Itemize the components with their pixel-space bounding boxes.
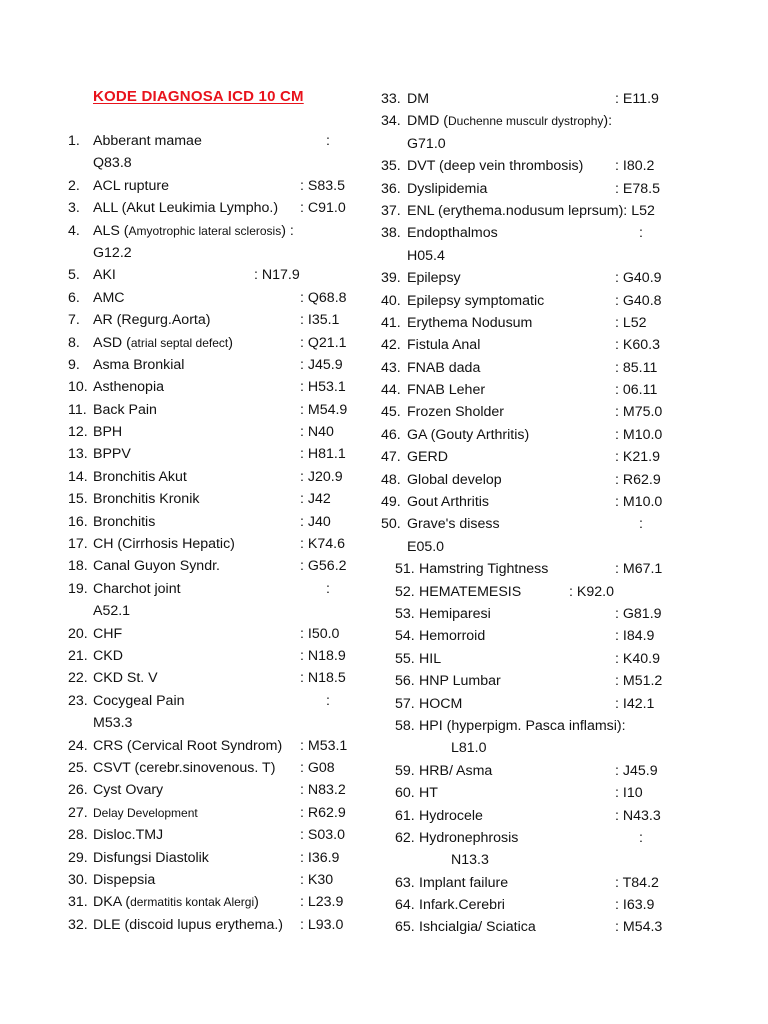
list-item	[68, 735, 368, 757]
item-number: 12.	[68, 424, 88, 441]
icd-code: : C91.0	[300, 200, 346, 217]
item-number: 20.	[68, 625, 88, 642]
list-item	[381, 670, 681, 692]
item-number: 53.	[395, 605, 415, 622]
icd-code: : E11.9	[615, 91, 659, 107]
list-item	[68, 488, 368, 510]
item-number: 16.	[68, 513, 88, 530]
item-number: 54.	[395, 628, 415, 645]
item-number: 62.	[395, 829, 415, 846]
list-item	[68, 175, 368, 197]
list-item	[68, 354, 368, 376]
list-item	[68, 466, 368, 488]
diagnosis-name: Erythema Nodusum	[407, 314, 533, 331]
icd-code: : T84.2	[615, 874, 659, 891]
diagnosis-name: ACL rupture	[93, 177, 169, 194]
diagnosis-name: ALL (Akut Leukimia Lympho.)	[93, 200, 279, 217]
diagnosis-name: CKD	[93, 647, 123, 664]
diagnosis-name: HNP Lumbar	[419, 673, 501, 690]
list-item	[68, 421, 368, 443]
icd-code: : R62.9	[300, 804, 346, 821]
diagnosis-name: Canal Guyon Syndr.	[93, 558, 220, 575]
list-item	[381, 312, 681, 334]
item-number: 19.	[68, 580, 88, 597]
icd-code: L81.0	[451, 740, 487, 757]
icd-code: : N17.9	[254, 267, 300, 284]
list-item	[68, 869, 368, 891]
list-item	[381, 469, 681, 491]
diagnosis-name: Asthenopia	[93, 379, 164, 396]
list-item	[68, 197, 368, 219]
icd-code: : M53.1	[300, 737, 348, 754]
item-number: 3.	[68, 200, 80, 217]
diagnosis-name: Disloc.TMJ	[93, 827, 164, 844]
item-number: 34.	[381, 113, 401, 130]
item-number: 30.	[68, 871, 88, 888]
diagnosis-name: Bronchitis Kronik	[93, 491, 200, 508]
item-number: 59.	[395, 762, 415, 779]
icd-code: : Q21.1	[300, 334, 347, 351]
diagnosis-name: CKD St. V	[93, 670, 158, 687]
list-item	[381, 401, 681, 423]
item-number: 38.	[381, 225, 401, 242]
diagnosis-name: DLE (discoid lupus erythema.)	[93, 916, 284, 933]
diagnosis-name: Epilepsy	[407, 270, 461, 287]
item-number: 41.	[381, 314, 401, 331]
icd-code: : G56.2	[300, 558, 347, 575]
icd-code: : H81.1	[300, 446, 346, 463]
diagnosis-name: Hydronephrosis	[419, 829, 519, 846]
icd-code: : I80.2	[615, 158, 655, 175]
icd-code: H05.4	[407, 247, 445, 264]
diagnosis-name: ENL (erythema.nodusum leprsum): L52	[407, 202, 655, 219]
diagnosis-name: Back Pain	[93, 401, 157, 418]
diagnosis-name: CRS (Cervical Root Syndrom)	[93, 737, 283, 754]
diagnosis-name: Frozen Sholder	[407, 404, 504, 421]
icd-code: :	[639, 516, 643, 533]
diagnosis-name: Implant failure	[419, 874, 509, 891]
list-item	[381, 805, 681, 827]
icd-code: Q83.8	[93, 155, 132, 172]
item-number: 46.	[381, 426, 401, 443]
item-number: 26.	[68, 782, 88, 799]
diagnosis-name: Cocygeal Pain	[93, 692, 185, 709]
item-number: 50.	[381, 516, 401, 533]
diagnosis-list-left	[68, 130, 368, 936]
diagnosis-name: HIL	[419, 650, 442, 667]
item-number: 1.	[68, 133, 80, 149]
icd-code: : K21.9	[615, 449, 660, 466]
item-number: 5.	[68, 267, 80, 284]
icd-code: G71.0	[407, 135, 446, 152]
list-item	[381, 894, 681, 916]
icd-code: : H53.1	[300, 379, 346, 396]
diagnosis-name: HOCM	[419, 695, 463, 712]
diagnosis-name-detail: Duchenne musculr dystrophy	[447, 114, 604, 129]
icd-code: A52.1	[93, 603, 131, 620]
icd-code: M53.3	[93, 715, 133, 732]
diagnosis-name: BPH	[93, 424, 123, 441]
diagnosis-name: HRB/ Asma	[419, 762, 493, 779]
list-item	[381, 648, 681, 670]
item-number: 28.	[68, 827, 88, 844]
diagnosis-name: Bronchitis Akut	[93, 468, 187, 485]
list-item	[381, 379, 681, 401]
list-item	[381, 625, 681, 647]
list-item	[381, 334, 681, 356]
list-item-continuation	[381, 849, 681, 871]
icd-code: : M54.3	[615, 919, 663, 936]
item-number: 27.	[68, 804, 88, 821]
item-number: 58.	[395, 717, 415, 734]
diagnosis-name: CHF	[93, 625, 123, 642]
diagnosis-name-detail: Amyotrophic lateral sclerosis	[128, 223, 282, 238]
item-number: 15.	[68, 491, 88, 508]
list-item	[68, 623, 368, 645]
icd-code: : R62.9	[615, 471, 661, 488]
icd-code: : J45.9	[615, 762, 658, 779]
item-number: 11.	[68, 401, 87, 418]
item-number: 31.	[68, 894, 88, 911]
diagnosis-name: Endopthalmos	[407, 225, 498, 242]
item-number: 60.	[395, 785, 415, 802]
diagnosis-name: Hemorroid	[419, 628, 486, 645]
item-number: 47.	[381, 449, 401, 466]
icd-code: : J40	[300, 513, 331, 530]
diagnosis-name: Grave's disess	[407, 516, 500, 533]
list-item	[68, 667, 368, 689]
icd-code: : M75.0	[615, 404, 663, 421]
item-number: 22.	[68, 670, 88, 687]
icd-code: : K30	[300, 871, 334, 888]
diagnosis-name: HEMATEMESIS	[419, 583, 522, 600]
item-number: 14.	[68, 468, 88, 485]
icd-code: : E78.5	[615, 180, 660, 197]
diagnosis-name: Dyslipidemia	[407, 180, 488, 197]
item-number: 29.	[68, 849, 88, 866]
diagnosis-name: DKA (dermatitis kontak Alergi)	[93, 894, 259, 911]
icd-code: N13.3	[451, 852, 489, 869]
diagnosis-name: FNAB Leher	[407, 382, 486, 399]
diagnosis-name: HPI (hyperpigm. Pasca inflamsi):	[419, 717, 626, 734]
diagnosis-name: Disfungsi Diastolik	[93, 849, 209, 866]
diagnosis-name: Asma Bronkial	[93, 356, 185, 373]
list-item	[68, 555, 368, 577]
diagnosis-name: CSVT (cerebr.sinovenous. T)	[93, 759, 276, 776]
list-item	[68, 511, 368, 533]
list-item	[381, 178, 681, 200]
icd-code: :	[326, 133, 330, 149]
icd-code: : N40	[300, 424, 334, 441]
list-item-continuation	[381, 133, 681, 155]
list-item	[68, 578, 368, 600]
diagnosis-name: ASD (atrial septal defect)	[93, 334, 233, 351]
diagnosis-name: Ishcialgia/ Sciatica	[419, 919, 536, 936]
list-item	[68, 824, 368, 846]
item-number: 33.	[381, 91, 401, 107]
icd-code: : K60.3	[615, 337, 660, 354]
diagnosis-name: Hemiparesi	[419, 605, 491, 622]
list-item-continuation	[68, 152, 368, 174]
diagnosis-list-right	[381, 88, 681, 939]
diagnosis-name: DM	[407, 91, 430, 107]
icd-code: : L52	[615, 314, 647, 331]
item-number: 55.	[395, 650, 415, 667]
diagnosis-name: Infark.Cerebri	[419, 897, 505, 914]
diagnosis-name: Abberant mamae	[93, 133, 202, 149]
list-item	[381, 603, 681, 625]
diagnosis-name: GERD	[407, 449, 448, 466]
icd-code: : G08	[300, 759, 335, 776]
item-number: 4.	[68, 222, 80, 239]
item-number: 61.	[395, 807, 415, 824]
icd-code: : I42.1	[615, 695, 655, 712]
item-number: 43.	[381, 359, 401, 376]
list-item	[381, 110, 681, 132]
list-item	[68, 891, 368, 913]
list-item-continuation	[68, 242, 368, 264]
diagnosis-name-detail: Delay Development	[93, 805, 198, 820]
list-item	[381, 88, 681, 110]
icd-code: : 06.11	[615, 382, 658, 399]
list-item	[68, 645, 368, 667]
item-number: 23.	[68, 692, 88, 709]
icd-code: : 85.11	[615, 359, 658, 376]
item-number: 25.	[68, 759, 88, 776]
item-number: 57.	[395, 695, 415, 712]
item-number: 18.	[68, 558, 88, 575]
list-item	[68, 220, 368, 242]
list-item	[68, 847, 368, 869]
icd-code: : J42	[300, 491, 331, 508]
list-item	[68, 287, 368, 309]
icd-code: : G81.9	[615, 605, 662, 622]
item-number: 63.	[395, 874, 415, 891]
item-number: 17.	[68, 536, 88, 553]
icd-code: : Q68.8	[300, 289, 347, 306]
icd-code: : I84.9	[615, 628, 655, 645]
icd-code: : M51.2	[615, 673, 663, 690]
icd-code: E05.0	[407, 538, 445, 555]
diagnosis-name	[93, 802, 198, 824]
icd-code: : N83.2	[300, 782, 346, 799]
list-item-continuation	[381, 536, 681, 558]
item-number: 37.	[381, 202, 401, 219]
list-item	[68, 757, 368, 779]
diagnosis-name: Epilepsy symptomatic	[407, 292, 545, 309]
item-number: 24.	[68, 737, 88, 754]
list-item	[381, 558, 681, 580]
icd-code: : K92.0	[569, 583, 614, 600]
list-item	[68, 779, 368, 801]
list-item	[381, 200, 681, 222]
item-number: 13.	[68, 446, 88, 463]
list-item	[68, 690, 368, 712]
list-item	[381, 872, 681, 894]
list-item	[381, 267, 681, 289]
icd-code: : J45.9	[300, 356, 343, 373]
list-item	[381, 357, 681, 379]
item-number: 2.	[68, 177, 80, 194]
list-item-continuation	[68, 712, 368, 734]
icd-code: : I10	[615, 785, 643, 802]
list-item	[381, 715, 681, 737]
diagnosis-name-detail: dermatitis kontak Alergi	[130, 895, 255, 910]
icd-code: :	[639, 225, 643, 242]
item-number: 7.	[68, 312, 80, 329]
list-item	[68, 399, 368, 421]
list-item	[68, 802, 368, 824]
icd-code: : J20.9	[300, 468, 343, 485]
diagnosis-name: AMC	[93, 289, 125, 306]
list-item-continuation	[381, 737, 681, 759]
icd-code: : G40.8	[615, 292, 662, 309]
diagnosis-name: DVT (deep vein thrombosis)	[407, 158, 584, 175]
diagnosis-name: HT	[419, 785, 438, 802]
diagnosis-name: Fistula Anal	[407, 337, 481, 354]
list-item	[381, 290, 681, 312]
diagnosis-name: ALS (Amyotrophic lateral sclerosis) :	[93, 222, 294, 239]
list-item	[381, 827, 681, 849]
diagnosis-name: Hamstring Tightness	[419, 561, 549, 578]
icd-code: : I36.9	[300, 849, 340, 866]
item-number: 35.	[381, 158, 401, 175]
diagnosis-name: GA (Gouty Arthritis)	[407, 426, 530, 443]
diagnosis-name: Gout Arthritis	[407, 494, 490, 511]
list-item-continuation	[381, 245, 681, 267]
diagnosis-name: AKI	[93, 267, 116, 284]
item-number: 64.	[395, 897, 415, 914]
item-number: 51.	[395, 561, 415, 578]
list-item	[381, 222, 681, 244]
list-item	[381, 424, 681, 446]
page-title: KODE DIAGNOSA ICD 10 CM	[93, 88, 304, 105]
icd-code: G12.2	[93, 244, 132, 261]
item-number: 8.	[68, 334, 80, 351]
item-number: 39.	[381, 270, 401, 287]
list-item	[381, 782, 681, 804]
item-number: 56.	[395, 673, 415, 690]
icd-code: : I50.0	[300, 625, 340, 642]
item-number: 10.	[68, 379, 88, 396]
icd-code: :	[326, 580, 330, 597]
list-item	[68, 332, 368, 354]
item-number: 40.	[381, 292, 401, 309]
diagnosis-name: Global develop	[407, 471, 502, 488]
icd-code: : I63.9	[615, 897, 655, 914]
icd-code: : M54.9	[300, 401, 348, 418]
item-number: 44.	[381, 382, 401, 399]
item-number: 21.	[68, 647, 88, 664]
item-number: 9.	[68, 356, 80, 373]
diagnosis-name: CH (Cirrhosis Hepatic)	[93, 536, 235, 553]
diagnosis-name: BPPV	[93, 446, 131, 463]
item-number: 6.	[68, 289, 80, 306]
item-number: 32.	[68, 916, 88, 933]
icd-code: : M10.0	[615, 426, 663, 443]
diagnosis-name: DMD (Duchenne musculr dystrophy):	[407, 113, 613, 130]
icd-code: : M10.0	[615, 494, 663, 511]
list-item	[381, 916, 681, 938]
list-item	[68, 443, 368, 465]
list-item	[68, 130, 368, 152]
icd-code: :	[326, 692, 330, 709]
item-number: 45.	[381, 404, 401, 421]
diagnosis-name: FNAB dada	[407, 359, 481, 376]
icd-code: :	[639, 829, 643, 846]
list-item	[381, 581, 681, 603]
list-item	[68, 376, 368, 398]
list-item	[68, 914, 368, 936]
list-item	[381, 693, 681, 715]
icd-code: : M67.1	[615, 561, 663, 578]
diagnosis-name: Dispepsia	[93, 871, 156, 888]
list-item	[381, 155, 681, 177]
list-item	[68, 264, 368, 286]
icd-code: : K40.9	[615, 650, 660, 667]
list-item	[381, 491, 681, 513]
icd-code: : N43.3	[615, 807, 661, 824]
diagnosis-name: Charchot joint	[93, 580, 181, 597]
diagnosis-name: Cyst Ovary	[93, 782, 164, 799]
diagnosis-name: Bronchitis	[93, 513, 156, 530]
item-number: 65.	[395, 919, 415, 936]
diagnosis-name-detail: atrial septal defect	[130, 335, 229, 350]
list-item	[68, 533, 368, 555]
item-number: 48.	[381, 471, 401, 488]
list-item	[381, 513, 681, 535]
icd-code: : G40.9	[615, 270, 662, 287]
icd-code: : L93.0	[300, 916, 344, 933]
item-number: 49.	[381, 494, 401, 511]
icd-code: : S83.5	[300, 177, 345, 194]
icd-code: : N18.9	[300, 647, 346, 664]
list-item	[68, 309, 368, 331]
list-item	[381, 760, 681, 782]
icd-code: : K74.6	[300, 536, 345, 553]
diagnosis-name: AR (Regurg.Aorta)	[93, 312, 211, 329]
icd-code: : N18.5	[300, 670, 346, 687]
icd-code: : L23.9	[300, 894, 344, 911]
item-number: 42.	[381, 337, 401, 354]
item-number: 36.	[381, 180, 401, 197]
list-item	[381, 446, 681, 468]
list-item-continuation	[68, 600, 368, 622]
diagnosis-name: Hydrocele	[419, 807, 483, 824]
icd-code: : I35.1	[300, 312, 340, 329]
item-number: 52.	[395, 583, 415, 600]
icd-code: : S03.0	[300, 827, 345, 844]
